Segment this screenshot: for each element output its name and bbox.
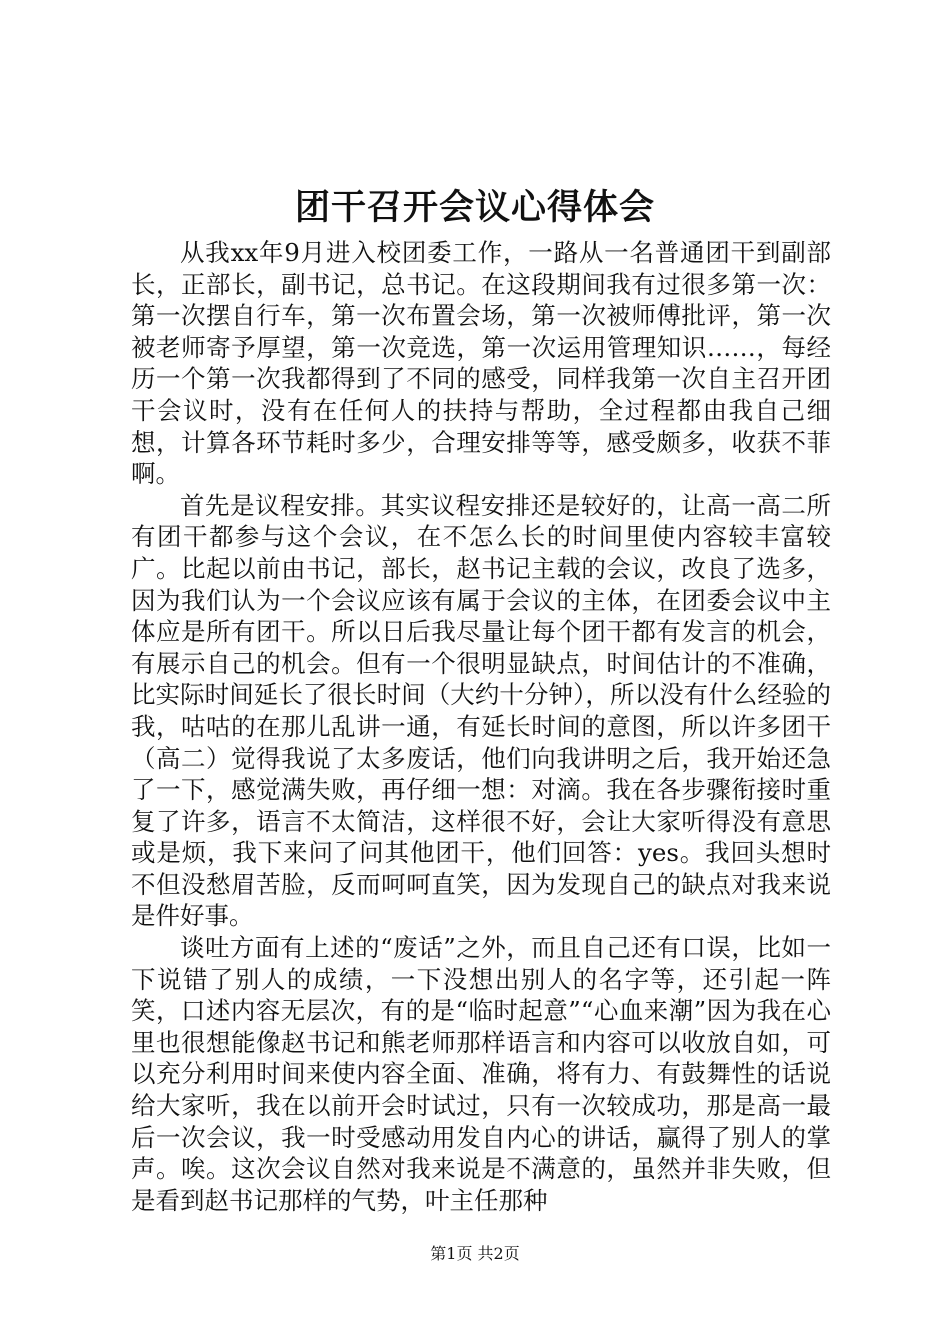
paragraph-3: 谈吐方面有上述的“废话”之外，而且自己还有口误，比如一下说错了别人的成绩，一下没想出别人的名字等，还引起一阵笑，口述内容无层次，有的是“临时起意”“心血来潮”因为我在心里也很想能像赵书记和熊老师那样语言和内容可以收放自如，可以充分利用时间来使内容全面、准确，将有力、有鼓舞性的话说给大家听，我在以前开会时试过，只有一次较成功，那是高一最后一次会议，我一时受感动用发自内心的讲话，赢得了别人的掌声。唉。这次会议自然对我来说是不满意的，虽然并非失败，但是看到赵书记那样的气势，叶主任那种: [131, 933, 831, 1215]
document-body: [131, 237, 831, 1216]
paragraph-1: 从我xx年9月进入校团委工作，一路从一名普通团干到副部长，正部长，副书记，总书记。在这段期间我有过很多第一次：第一次摆自行车，第一次布置会场，第一次被师傅批评，第一次被老师寄予厚望，第一次竞选，第一次运用管理知识……，每经历一个第一次我都得到了不同的感受，同样我第一次自主召开团干会议时，没有在任何人的扶持与帮助，全过程都由我自己细想，计算各环节耗时多少，合理安排等等，感受颇多，收获不菲啊。: [131, 238, 831, 489]
page-footer: 第1页 共2页: [430, 1244, 520, 1263]
paragraph-2: 首先是议程安排。其实议程安排还是较好的，让高一高二所有团干都参与这个会议，在不怎么长的时间里使内容较丰富较广。比起以前由书记，部长，赵书记主载的会议，改良了选多，因为我们认为一个会议应该有属于会议的主体，在团委会议中主体应是所有团干。所以日后我尽量让每个团干都有发言的机会，有展示自己的机会。但有一个很明显缺点，时间估计的不准确，比实际时间延长了很长时间（大约十分钟），所以没有什么经验的我，咕咕的在那儿乱讲一通，有延长时间的意图，所以许多团干（高二）觉得我说了太多废话，他们向我讲明之后，我开始还急了一下，感觉满失败，再仔细一想：对滴。我在各步骤衔接时重复了许多，语言不太简洁，这样很不好，会让大家听得没有意思或是烦，我下来问了问其他团干，他们回答：yes。我回头想时不但没愁眉苦脸，反而呵呵直笑，因为发现自己的缺点对我来说是件好事。: [131, 490, 831, 931]
document-title: 团干召开会议心得体会: [294, 187, 655, 228]
